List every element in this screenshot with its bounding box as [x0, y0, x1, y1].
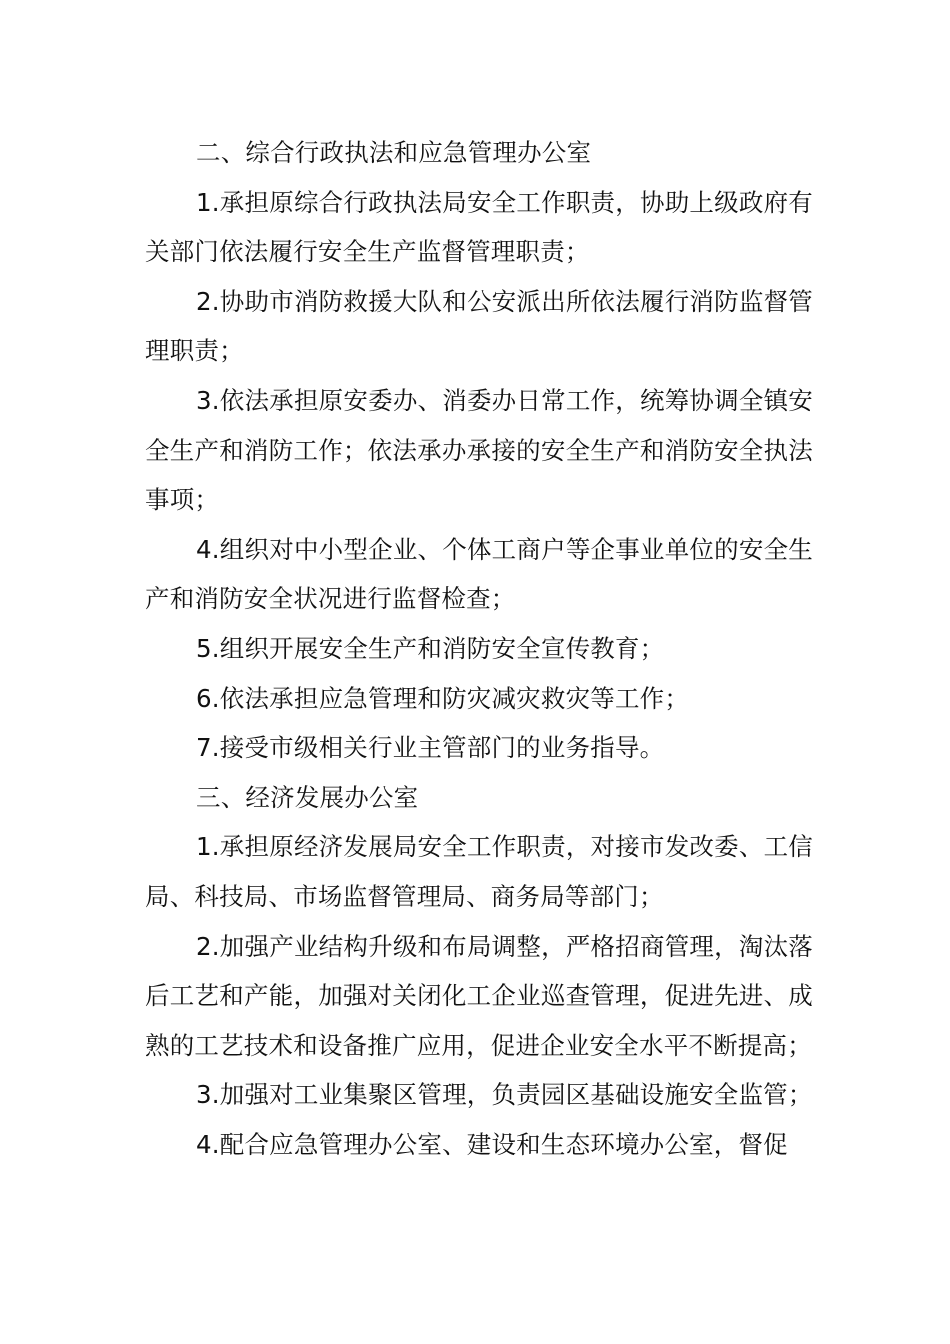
paragraph-item: 1.承担原综合行政执法局安全工作职责，协助上级政府有关部门依法履行安全生产监督管理职责；	[145, 187, 813, 267]
document-body	[145, 128, 813, 1169]
paragraph-item: 4.组织对中小型企业、个体工商户等企事业单位的安全生产和消防安全状况进行监督检查；	[145, 534, 813, 614]
section-heading-economic-office: 三、经济发展办公室	[196, 782, 419, 812]
paragraph-item: 5.组织开展安全生产和消防安全宣传教育；	[196, 633, 665, 663]
paragraph-item: 3.依法承担原安委办、消委办日常工作，统筹协调全镇安全生产和消防工作；依法承办承接的安全生产和消防安全执法事项；	[145, 385, 813, 515]
paragraph-item: 1.承担原经济发展局安全工作职责，对接市发改委、工信局、科技局、市场监督管理局、商务局等部门；	[145, 832, 813, 911]
paragraph-item: 3.加强对工业集聚区管理，负责园区基础设施安全监管；	[196, 1080, 813, 1110]
paragraph-item: 2.协助市消防救援大队和公安派出所依法履行消防监督管理职责；	[145, 286, 813, 366]
paragraph-item: 2.加强产业结构升级和布局调整，严格招商管理，淘汰落后工艺和产能，加强对关闭化工企业巡查管理，促进先进、成熟的工艺技术和设备推广应用，促进企业安全水平不断提高；	[145, 931, 813, 1060]
paragraph-item: 4.配合应急管理办公室、建设和生态环境办公室，督促	[196, 1129, 788, 1159]
paragraph-item: 7.接受市级相关行业主管部门的业务指导。	[196, 733, 665, 763]
section-heading-enforcement-office: 二、综合行政执法和应急管理办公室	[196, 138, 592, 167]
paragraph-item: 6.依法承担应急管理和防灾减灾救灾等工作；	[196, 683, 690, 713]
